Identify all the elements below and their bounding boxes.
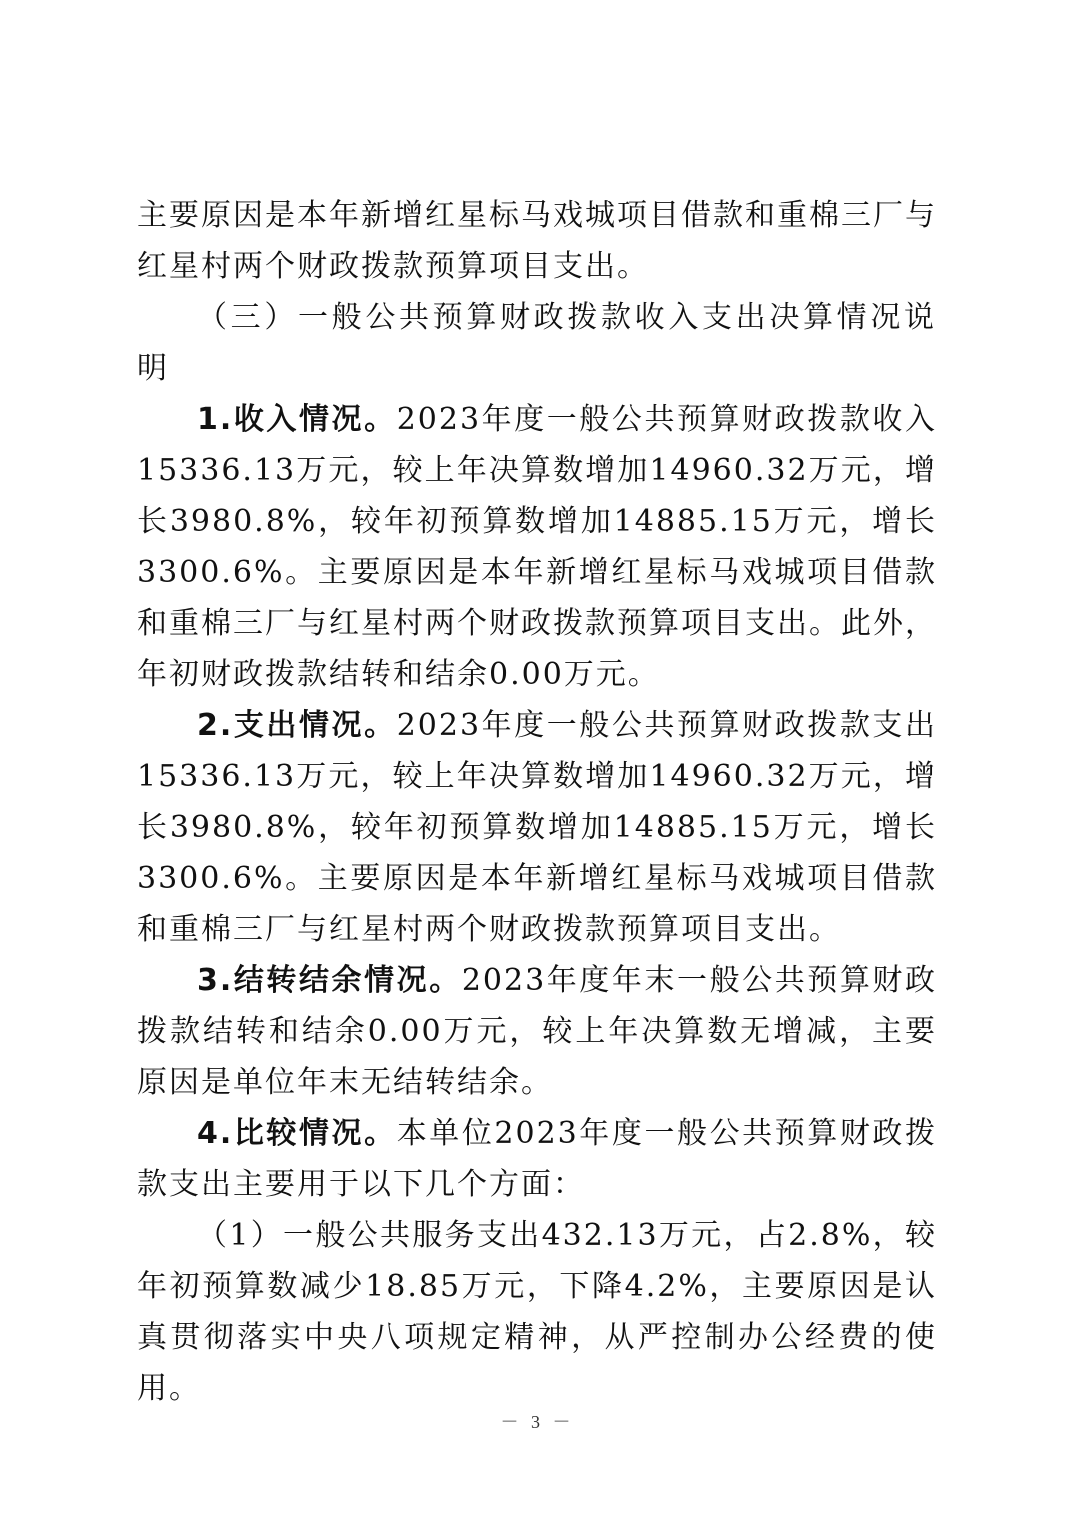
paragraph-public-services: [137, 1210, 937, 1414]
paragraph-text: 本单位2023年度一般公共预算财政拨款支出主要用于以下几个方面：: [137, 1116, 937, 1202]
paragraph-lead: 1.收入情况。: [197, 402, 397, 437]
paragraph-comparison: [137, 1108, 937, 1210]
section-heading-text: （三）一般公共预算财政拨款收入支出决算情况说明: [137, 300, 937, 386]
paragraph-lead: 4.比较情况。: [197, 1116, 397, 1151]
paragraph-lead: 3.结转结余情况。: [197, 963, 462, 998]
paragraph-expenditure: [137, 700, 937, 955]
paragraph-lead: 2.支出情况。: [197, 708, 397, 743]
paragraph-text: （1）一般公共服务支出432.13万元，占2.8%，较年初预算数减少18.85万元，下降4.2%，主要原因是认真贯彻落实中央八项规定精神，从严控制办公经费的使用。: [137, 1218, 937, 1406]
page-number: － 3 －: [500, 1412, 575, 1432]
paragraph-text: 2023年度一般公共预算财政拨款收入15336.13万元，较上年决算数增加14960.32万元，增长3980.8%，较年初预算数增加14885.15万元，增长3300.6%。主要原因是本年新增红星标马戏城项目借款和重棉三厂与红星村两个财政拨款预算项目支出。此外，年初财政拨款结转和结余0.00万元。: [137, 402, 937, 692]
section-heading: [137, 292, 937, 394]
paragraph-text: 主要原因是本年新增红星标马戏城项目借款和重棉三厂与红星村两个财政拨款预算项目支出。: [137, 198, 937, 284]
paragraph-text: 2023年度年末一般公共预算财政拨款结转和结余0.00万元，较上年决算数无增减，主要原因是单位年末无结转结余。: [137, 963, 937, 1100]
paragraph-text: 2023年度一般公共预算财政拨款支出15336.13万元，较上年决算数增加14960.32万元，增长3980.8%，较年初预算数增加14885.15万元，增长3300.6%。主要原因是本年新增红星标马戏城项目借款和重棉三厂与红星村两个财政拨款预算项目支出。: [137, 708, 937, 947]
body-text: [137, 190, 937, 1414]
paragraph-continuation: [137, 190, 937, 292]
paragraph-carryover: [137, 955, 937, 1108]
paragraph-income: [137, 394, 937, 700]
